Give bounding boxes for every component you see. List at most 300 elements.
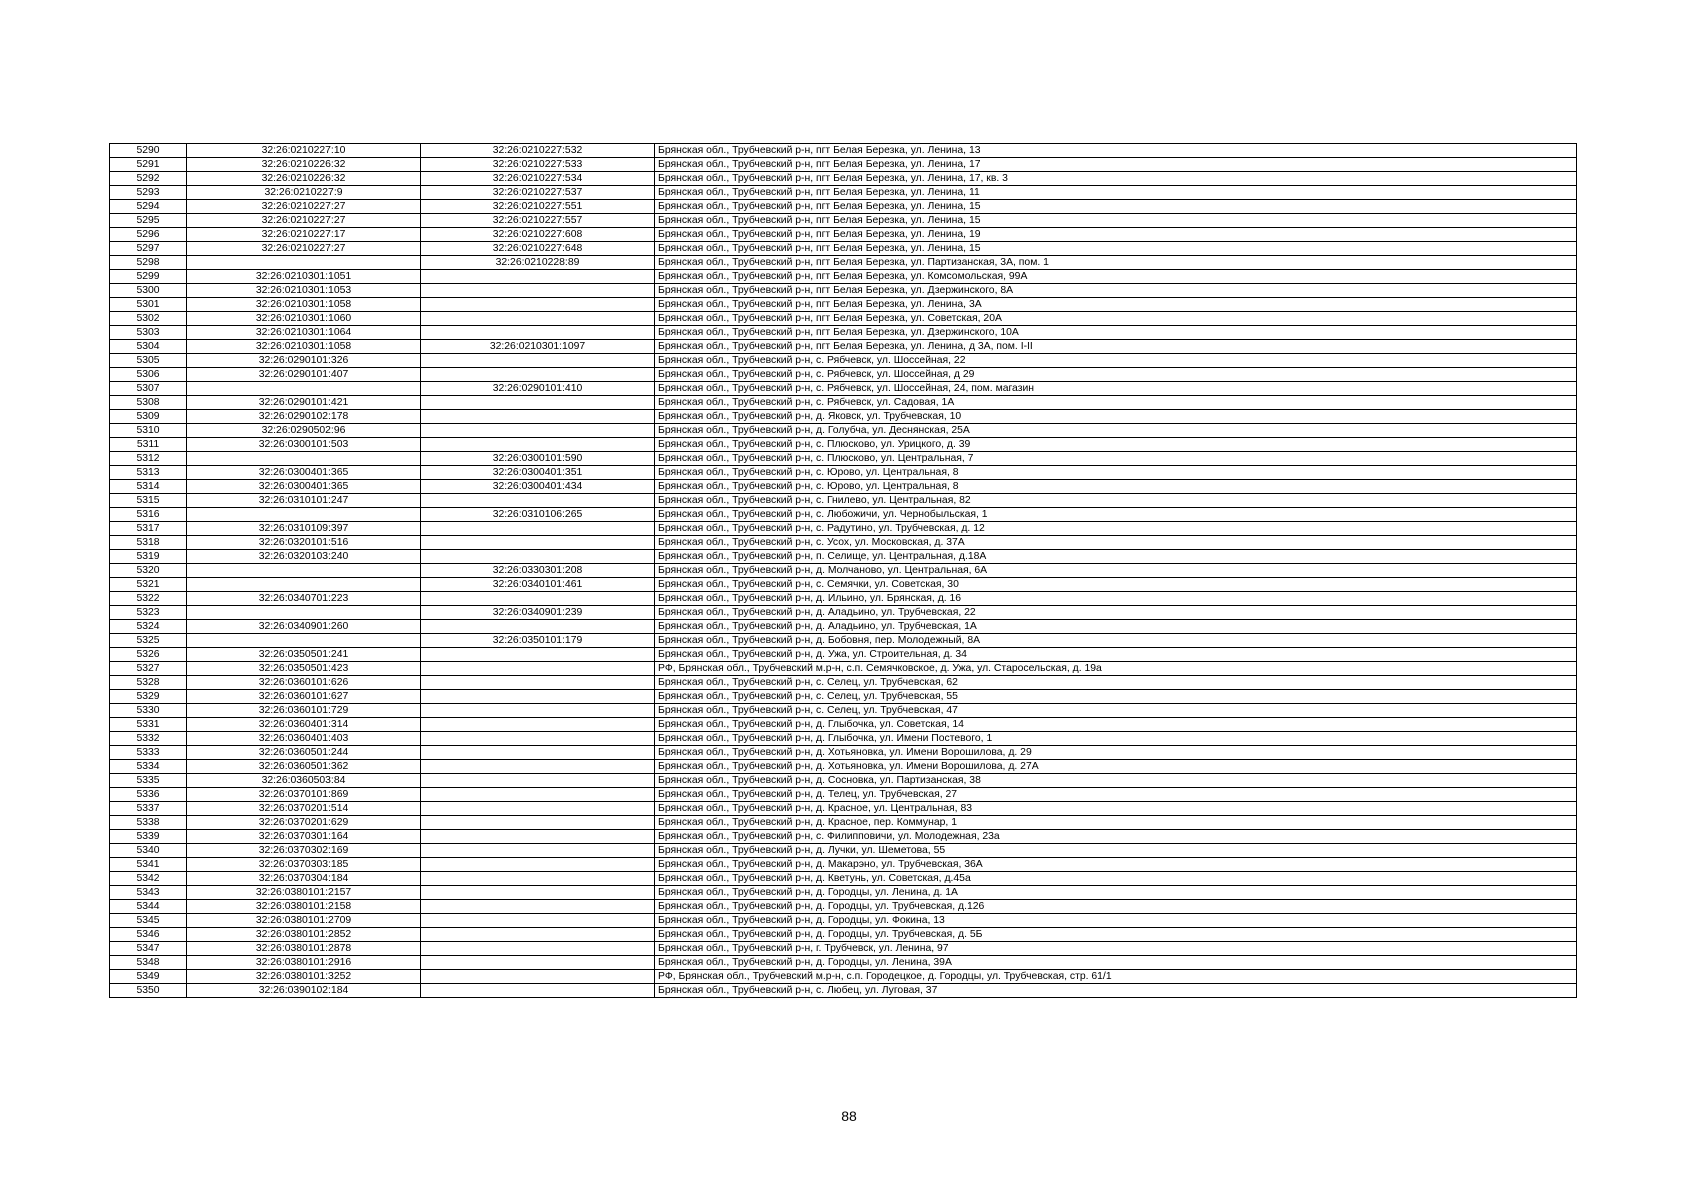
table-row	[110, 760, 1577, 774]
address-cell: Брянская обл., Трубчевский р-н, д. Телец, ул. Трубчевская, 27	[655, 788, 1577, 802]
table-row	[110, 732, 1577, 746]
land-cadastral-number-cell: 32:26:0370304:184	[187, 872, 421, 886]
address-cell: Брянская обл., Трубчевский р-н, д. Ильино, ул. Брянская, д. 16	[655, 592, 1577, 606]
table-row	[110, 494, 1577, 508]
land-cadastral-number-cell: 32:26:0390102:184	[187, 984, 421, 998]
row-number-cell: 5313	[110, 466, 187, 480]
building-cadastral-number-cell: 32:26:0350101:179	[421, 634, 655, 648]
table-row	[110, 522, 1577, 536]
building-cadastral-number-cell	[421, 816, 655, 830]
table-row	[110, 270, 1577, 284]
table-row	[110, 746, 1577, 760]
building-cadastral-number-cell: 32:26:0210227:557	[421, 214, 655, 228]
table-row	[110, 424, 1577, 438]
row-number-cell: 5295	[110, 214, 187, 228]
building-cadastral-number-cell: 32:26:0340901:239	[421, 606, 655, 620]
address-cell: Брянская обл., Трубчевский р-н, пгт Белая Березка, ул. Ленина, 17	[655, 158, 1577, 172]
address-cell: Брянская обл., Трубчевский р-н, с. Юрово, ул. Центральная, 8	[655, 466, 1577, 480]
address-cell: Брянская обл., Трубчевский р-н, с. Любожичи, ул. Чернобыльская, 1	[655, 508, 1577, 522]
row-number-cell: 5296	[110, 228, 187, 242]
address-cell: Брянская обл., Трубчевский р-н, д. Городцы, ул. Трубчевская, д.126	[655, 900, 1577, 914]
row-number-cell: 5294	[110, 200, 187, 214]
building-cadastral-number-cell	[421, 648, 655, 662]
row-number-cell: 5321	[110, 578, 187, 592]
registry-table	[109, 143, 1577, 998]
address-cell: Брянская обл., Трубчевский р-н, д. Хотьяновка, ул. Имени Ворошилова, д. 27А	[655, 760, 1577, 774]
land-cadastral-number-cell: 32:26:0380101:2916	[187, 956, 421, 970]
land-cadastral-number-cell: 32:26:0210301:1051	[187, 270, 421, 284]
row-number-cell: 5340	[110, 844, 187, 858]
row-number-cell: 5343	[110, 886, 187, 900]
land-cadastral-number-cell	[187, 256, 421, 270]
land-cadastral-number-cell: 32:26:0380101:3252	[187, 970, 421, 984]
row-number-cell: 5350	[110, 984, 187, 998]
land-cadastral-number-cell: 32:26:0360501:244	[187, 746, 421, 760]
building-cadastral-number-cell: 32:26:0340101:461	[421, 578, 655, 592]
table-row	[110, 592, 1577, 606]
address-cell: Брянская обл., Трубчевский р-н, д. Городцы, ул. Ленина, 39А	[655, 956, 1577, 970]
address-cell: Брянская обл., Трубчевский р-н, с. Юрово, ул. Центральная, 8	[655, 480, 1577, 494]
address-cell: Брянская обл., Трубчевский р-н, д. Глыбочка, ул. Советская, 14	[655, 718, 1577, 732]
row-number-cell: 5330	[110, 704, 187, 718]
address-cell: Брянская обл., Трубчевский р-н, г. Трубчевск, ул. Ленина, 97	[655, 942, 1577, 956]
address-cell: Брянская обл., Трубчевский р-н, с. Селец, ул. Трубчевская, 62	[655, 676, 1577, 690]
table-row	[110, 634, 1577, 648]
row-number-cell: 5325	[110, 634, 187, 648]
land-cadastral-number-cell: 32:26:0290101:421	[187, 396, 421, 410]
table-row	[110, 900, 1577, 914]
building-cadastral-number-cell	[421, 928, 655, 942]
building-cadastral-number-cell	[421, 788, 655, 802]
land-cadastral-number-cell: 32:26:0380101:2878	[187, 942, 421, 956]
address-cell: Брянская обл., Трубчевский р-н, с. Селец, ул. Трубчевская, 47	[655, 704, 1577, 718]
land-cadastral-number-cell: 32:26:0210227:17	[187, 228, 421, 242]
table-row	[110, 648, 1577, 662]
building-cadastral-number-cell	[421, 354, 655, 368]
table-row	[110, 774, 1577, 788]
building-cadastral-number-cell: 32:26:0210301:1097	[421, 340, 655, 354]
address-cell: Брянская обл., Трубчевский р-н, д. Городцы, ул. Ленина, д. 1А	[655, 886, 1577, 900]
row-number-cell: 5346	[110, 928, 187, 942]
address-cell: Брянская обл., Трубчевский р-н, пгт Белая Березка, ул. Ленина, 11	[655, 186, 1577, 200]
table-row	[110, 858, 1577, 872]
row-number-cell: 5347	[110, 942, 187, 956]
row-number-cell: 5297	[110, 242, 187, 256]
land-cadastral-number-cell: 32:26:0320103:240	[187, 550, 421, 564]
land-cadastral-number-cell: 32:26:0360503:84	[187, 774, 421, 788]
land-cadastral-number-cell: 32:26:0290101:326	[187, 354, 421, 368]
land-cadastral-number-cell: 32:26:0360401:314	[187, 718, 421, 732]
table-row	[110, 984, 1577, 998]
row-number-cell: 5290	[110, 144, 187, 158]
building-cadastral-number-cell	[421, 970, 655, 984]
land-cadastral-number-cell: 32:26:0210301:1058	[187, 340, 421, 354]
land-cadastral-number-cell: 32:26:0360101:626	[187, 676, 421, 690]
row-number-cell: 5349	[110, 970, 187, 984]
land-cadastral-number-cell: 32:26:0360401:403	[187, 732, 421, 746]
row-number-cell: 5302	[110, 312, 187, 326]
address-cell: Брянская обл., Трубчевский р-н, д. Красное, ул. Центральная, 83	[655, 802, 1577, 816]
address-cell: Брянская обл., Трубчевский р-н, д. Городцы, ул. Фокина, 13	[655, 914, 1577, 928]
building-cadastral-number-cell	[421, 662, 655, 676]
row-number-cell: 5292	[110, 172, 187, 186]
table-row	[110, 816, 1577, 830]
building-cadastral-number-cell	[421, 438, 655, 452]
address-cell: Брянская обл., Трубчевский р-н, д. Бобовня, пер. Молодежный, 8А	[655, 634, 1577, 648]
table-row	[110, 242, 1577, 256]
address-cell: Брянская обл., Трубчевский р-н, с. Селец, ул. Трубчевская, 55	[655, 690, 1577, 704]
building-cadastral-number-cell	[421, 830, 655, 844]
address-cell: Брянская обл., Трубчевский р-н, пгт Белая Березка, ул. Ленина, 3А	[655, 298, 1577, 312]
land-cadastral-number-cell: 32:26:0340901:260	[187, 620, 421, 634]
land-cadastral-number-cell: 32:26:0300401:365	[187, 480, 421, 494]
land-cadastral-number-cell: 32:26:0210301:1064	[187, 326, 421, 340]
building-cadastral-number-cell	[421, 718, 655, 732]
building-cadastral-number-cell: 32:26:0210227:537	[421, 186, 655, 200]
row-number-cell: 5317	[110, 522, 187, 536]
address-cell: Брянская обл., Трубчевский р-н, д. Кветунь, ул. Советская, д.45а	[655, 872, 1577, 886]
table-row	[110, 158, 1577, 172]
row-number-cell: 5342	[110, 872, 187, 886]
building-cadastral-number-cell	[421, 844, 655, 858]
land-cadastral-number-cell	[187, 606, 421, 620]
row-number-cell: 5341	[110, 858, 187, 872]
row-number-cell: 5314	[110, 480, 187, 494]
address-cell: Брянская обл., Трубчевский р-н, пгт Белая Березка, ул. Ленина, 15	[655, 242, 1577, 256]
land-cadastral-number-cell: 32:26:0290102:178	[187, 410, 421, 424]
address-cell: Брянская обл., Трубчевский р-н, с. Любец, ул. Луговая, 37	[655, 984, 1577, 998]
building-cadastral-number-cell	[421, 424, 655, 438]
building-cadastral-number-cell	[421, 732, 655, 746]
land-cadastral-number-cell: 32:26:0210227:27	[187, 242, 421, 256]
table-row	[110, 676, 1577, 690]
building-cadastral-number-cell: 32:26:0300101:590	[421, 452, 655, 466]
address-cell: Брянская обл., Трубчевский р-н, с. Плюсково, ул. Центральная, 7	[655, 452, 1577, 466]
building-cadastral-number-cell: 32:26:0210227:532	[421, 144, 655, 158]
row-number-cell: 5304	[110, 340, 187, 354]
building-cadastral-number-cell: 32:26:0300401:351	[421, 466, 655, 480]
row-number-cell: 5306	[110, 368, 187, 382]
table-row	[110, 326, 1577, 340]
table-row	[110, 186, 1577, 200]
land-cadastral-number-cell: 32:26:0360101:729	[187, 704, 421, 718]
building-cadastral-number-cell	[421, 620, 655, 634]
table-row	[110, 382, 1577, 396]
row-number-cell: 5337	[110, 802, 187, 816]
row-number-cell: 5344	[110, 900, 187, 914]
building-cadastral-number-cell	[421, 270, 655, 284]
address-cell: Брянская обл., Трубчевский р-н, д. Глыбочка, ул. Имени Постевого, 1	[655, 732, 1577, 746]
building-cadastral-number-cell	[421, 802, 655, 816]
address-cell: Брянская обл., Трубчевский р-н, д. Сосновка, ул. Партизанская, 38	[655, 774, 1577, 788]
row-number-cell: 5300	[110, 284, 187, 298]
address-cell: Брянская обл., Трубчевский р-н, п. Селище, ул. Центральная, д.18А	[655, 550, 1577, 564]
land-cadastral-number-cell: 32:26:0370301:164	[187, 830, 421, 844]
land-cadastral-number-cell: 32:26:0210226:32	[187, 172, 421, 186]
row-number-cell: 5332	[110, 732, 187, 746]
land-cadastral-number-cell	[187, 508, 421, 522]
land-cadastral-number-cell: 32:26:0320101:516	[187, 536, 421, 550]
row-number-cell: 5329	[110, 690, 187, 704]
building-cadastral-number-cell	[421, 284, 655, 298]
building-cadastral-number-cell	[421, 900, 655, 914]
row-number-cell: 5318	[110, 536, 187, 550]
row-number-cell: 5326	[110, 648, 187, 662]
table-row	[110, 578, 1577, 592]
address-cell: Брянская обл., Трубчевский р-н, с. Гнилево, ул. Центральная, 82	[655, 494, 1577, 508]
table-row	[110, 452, 1577, 466]
address-cell: Брянская обл., Трубчевский р-н, с. Плюсково, ул. Урицкого, д. 39	[655, 438, 1577, 452]
row-number-cell: 5333	[110, 746, 187, 760]
registry-table-body	[110, 144, 1577, 998]
building-cadastral-number-cell: 32:26:0310106:265	[421, 508, 655, 522]
land-cadastral-number-cell	[187, 564, 421, 578]
building-cadastral-number-cell	[421, 690, 655, 704]
address-cell: Брянская обл., Трубчевский р-н, д. Яковск, ул. Трубчевская, 10	[655, 410, 1577, 424]
table-row	[110, 690, 1577, 704]
building-cadastral-number-cell	[421, 984, 655, 998]
address-cell: Брянская обл., Трубчевский р-н, с. Рябчевск, ул. Шоссейная, 24, пом. магазин	[655, 382, 1577, 396]
address-cell: Брянская обл., Трубчевский р-н, д. Лучки, ул. Шеметова, 55	[655, 844, 1577, 858]
land-cadastral-number-cell: 32:26:0210227:27	[187, 214, 421, 228]
address-cell: Брянская обл., Трубчевский р-н, д. Красное, пер. Коммунар, 1	[655, 816, 1577, 830]
land-cadastral-number-cell: 32:26:0350501:241	[187, 648, 421, 662]
row-number-cell: 5324	[110, 620, 187, 634]
land-cadastral-number-cell: 32:26:0370303:185	[187, 858, 421, 872]
land-cadastral-number-cell: 32:26:0370201:514	[187, 802, 421, 816]
land-cadastral-number-cell: 32:26:0370302:169	[187, 844, 421, 858]
table-row	[110, 662, 1577, 676]
land-cadastral-number-cell	[187, 578, 421, 592]
address-cell: Брянская обл., Трубчевский р-н, д. Аладьино, ул. Трубчевская, 22	[655, 606, 1577, 620]
land-cadastral-number-cell: 32:26:0370101:869	[187, 788, 421, 802]
building-cadastral-number-cell	[421, 368, 655, 382]
row-number-cell: 5312	[110, 452, 187, 466]
table-row	[110, 718, 1577, 732]
row-number-cell: 5298	[110, 256, 187, 270]
table-row	[110, 956, 1577, 970]
table-row	[110, 368, 1577, 382]
land-cadastral-number-cell: 32:26:0290101:407	[187, 368, 421, 382]
land-cadastral-number-cell: 32:26:0360501:362	[187, 760, 421, 774]
row-number-cell: 5338	[110, 816, 187, 830]
building-cadastral-number-cell: 32:26:0210228:89	[421, 256, 655, 270]
row-number-cell: 5339	[110, 830, 187, 844]
row-number-cell: 5336	[110, 788, 187, 802]
land-cadastral-number-cell: 32:26:0380101:2158	[187, 900, 421, 914]
row-number-cell: 5316	[110, 508, 187, 522]
address-cell: Брянская обл., Трубчевский р-н, д. Молчаново, ул. Центральная, 6А	[655, 564, 1577, 578]
building-cadastral-number-cell: 32:26:0330301:208	[421, 564, 655, 578]
building-cadastral-number-cell: 32:26:0300401:434	[421, 480, 655, 494]
land-cadastral-number-cell: 32:26:0210227:10	[187, 144, 421, 158]
row-number-cell: 5335	[110, 774, 187, 788]
building-cadastral-number-cell: 32:26:0290101:410	[421, 382, 655, 396]
land-cadastral-number-cell	[187, 382, 421, 396]
row-number-cell: 5322	[110, 592, 187, 606]
table-row	[110, 788, 1577, 802]
row-number-cell: 5311	[110, 438, 187, 452]
row-number-cell: 5307	[110, 382, 187, 396]
address-cell: Брянская обл., Трубчевский р-н, пгт Белая Березка, ул. Партизанская, 3А, пом. 1	[655, 256, 1577, 270]
land-cadastral-number-cell	[187, 452, 421, 466]
land-cadastral-number-cell: 32:26:0210301:1058	[187, 298, 421, 312]
land-cadastral-number-cell: 32:26:0210227:9	[187, 186, 421, 200]
building-cadastral-number-cell	[421, 872, 655, 886]
land-cadastral-number-cell: 32:26:0290502:96	[187, 424, 421, 438]
land-cadastral-number-cell: 32:26:0350501:423	[187, 662, 421, 676]
row-number-cell: 5323	[110, 606, 187, 620]
row-number-cell: 5303	[110, 326, 187, 340]
building-cadastral-number-cell	[421, 676, 655, 690]
land-cadastral-number-cell: 32:26:0300401:365	[187, 466, 421, 480]
table-row	[110, 830, 1577, 844]
row-number-cell: 5299	[110, 270, 187, 284]
land-cadastral-number-cell: 32:26:0210301:1060	[187, 312, 421, 326]
address-cell: Брянская обл., Трубчевский р-н, д. Голубча, ул. Деснянская, 25А	[655, 424, 1577, 438]
land-cadastral-number-cell: 32:26:0300101:503	[187, 438, 421, 452]
row-number-cell: 5319	[110, 550, 187, 564]
building-cadastral-number-cell: 32:26:0210227:551	[421, 200, 655, 214]
building-cadastral-number-cell: 32:26:0210227:608	[421, 228, 655, 242]
table-row	[110, 214, 1577, 228]
row-number-cell: 5334	[110, 760, 187, 774]
table-row	[110, 802, 1577, 816]
row-number-cell: 5315	[110, 494, 187, 508]
address-cell: Брянская обл., Трубчевский р-н, пгт Белая Березка, ул. Ленина, 15	[655, 200, 1577, 214]
row-number-cell: 5328	[110, 676, 187, 690]
address-cell: Брянская обл., Трубчевский р-н, с. Филипповичи, ул. Молодежная, 23а	[655, 830, 1577, 844]
address-cell: Брянская обл., Трубчевский р-н, пгт Белая Березка, ул. Дзержинского, 8А	[655, 284, 1577, 298]
address-cell: Брянская обл., Трубчевский р-н, пгт Белая Березка, ул. Ленина, 17, кв. 3	[655, 172, 1577, 186]
address-cell: Брянская обл., Трубчевский р-н, пгт Белая Березка, ул. Ленина, 15	[655, 214, 1577, 228]
building-cadastral-number-cell	[421, 760, 655, 774]
row-number-cell: 5305	[110, 354, 187, 368]
table-row	[110, 886, 1577, 900]
land-cadastral-number-cell: 32:26:0210227:27	[187, 200, 421, 214]
row-number-cell: 5327	[110, 662, 187, 676]
building-cadastral-number-cell	[421, 704, 655, 718]
table-row	[110, 508, 1577, 522]
building-cadastral-number-cell	[421, 886, 655, 900]
land-cadastral-number-cell: 32:26:0310109:397	[187, 522, 421, 536]
address-cell: РФ, Брянская обл., Трубчевский м.р-н, с.п. Семячковское, д. Ужа, ул. Старосельская, д. 19а	[655, 662, 1577, 676]
building-cadastral-number-cell	[421, 956, 655, 970]
building-cadastral-number-cell	[421, 312, 655, 326]
building-cadastral-number-cell	[421, 774, 655, 788]
building-cadastral-number-cell	[421, 326, 655, 340]
land-cadastral-number-cell: 32:26:0310101:247	[187, 494, 421, 508]
row-number-cell: 5345	[110, 914, 187, 928]
building-cadastral-number-cell: 32:26:0210227:648	[421, 242, 655, 256]
building-cadastral-number-cell	[421, 298, 655, 312]
address-cell: Брянская обл., Трубчевский р-н, д. Макарэно, ул. Трубчевская, 36А	[655, 858, 1577, 872]
address-cell: Брянская обл., Трубчевский р-н, пгт Белая Березка, ул. Дзержинского, 10А	[655, 326, 1577, 340]
table-row	[110, 466, 1577, 480]
address-cell: Брянская обл., Трубчевский р-н, с. Рябчевск, ул. Шоссейная, 22	[655, 354, 1577, 368]
row-number-cell: 5310	[110, 424, 187, 438]
table-row	[110, 704, 1577, 718]
table-row	[110, 536, 1577, 550]
table-row	[110, 144, 1577, 158]
table-row	[110, 256, 1577, 270]
table-row	[110, 172, 1577, 186]
table-row	[110, 284, 1577, 298]
address-cell: Брянская обл., Трубчевский р-н, с. Рябчевск, ул. Садовая, 1А	[655, 396, 1577, 410]
table-row	[110, 340, 1577, 354]
building-cadastral-number-cell	[421, 858, 655, 872]
row-number-cell: 5291	[110, 158, 187, 172]
land-cadastral-number-cell: 32:26:0370201:629	[187, 816, 421, 830]
table-row	[110, 606, 1577, 620]
row-number-cell: 5320	[110, 564, 187, 578]
table-row	[110, 844, 1577, 858]
table-row	[110, 550, 1577, 564]
table-row	[110, 200, 1577, 214]
row-number-cell: 5308	[110, 396, 187, 410]
table-row	[110, 480, 1577, 494]
table-row	[110, 396, 1577, 410]
building-cadastral-number-cell	[421, 550, 655, 564]
land-cadastral-number-cell: 32:26:0380101:2852	[187, 928, 421, 942]
land-cadastral-number-cell: 32:26:0340701:223	[187, 592, 421, 606]
land-cadastral-number-cell: 32:26:0380101:2709	[187, 914, 421, 928]
land-cadastral-number-cell: 32:26:0380101:2157	[187, 886, 421, 900]
table-row	[110, 942, 1577, 956]
address-cell: Брянская обл., Трубчевский р-н, пгт Белая Березка, ул. Ленина, д 3А, пом. I-II	[655, 340, 1577, 354]
table-row	[110, 312, 1577, 326]
land-cadastral-number-cell: 32:26:0360101:627	[187, 690, 421, 704]
table-row	[110, 354, 1577, 368]
table-row	[110, 438, 1577, 452]
address-cell: Брянская обл., Трубчевский р-н, с. Семячки, ул. Советская, 30	[655, 578, 1577, 592]
table-row	[110, 564, 1577, 578]
table-row	[110, 914, 1577, 928]
table-row	[110, 298, 1577, 312]
building-cadastral-number-cell: 32:26:0210227:534	[421, 172, 655, 186]
address-cell: Брянская обл., Трубчевский р-н, с. Усох, ул. Московская, д. 37А	[655, 536, 1577, 550]
building-cadastral-number-cell	[421, 410, 655, 424]
address-cell: Брянская обл., Трубчевский р-н, д. Хотьяновка, ул. Имени Ворошилова, д. 29	[655, 746, 1577, 760]
table-row	[110, 410, 1577, 424]
building-cadastral-number-cell	[421, 396, 655, 410]
address-cell: Брянская обл., Трубчевский р-н, с. Рябчевск, ул. Шоссейная, д 29	[655, 368, 1577, 382]
building-cadastral-number-cell	[421, 592, 655, 606]
building-cadastral-number-cell	[421, 942, 655, 956]
land-cadastral-number-cell: 32:26:0210301:1053	[187, 284, 421, 298]
address-cell: Брянская обл., Трубчевский р-н, с. Радутино, ул. Трубчевская, д. 12	[655, 522, 1577, 536]
address-cell: Брянская обл., Трубчевский р-н, д. Аладьино, ул. Трубчевская, 1А	[655, 620, 1577, 634]
building-cadastral-number-cell	[421, 746, 655, 760]
row-number-cell: 5293	[110, 186, 187, 200]
row-number-cell: 5301	[110, 298, 187, 312]
building-cadastral-number-cell: 32:26:0210227:533	[421, 158, 655, 172]
address-cell: Брянская обл., Трубчевский р-н, пгт Белая Березка, ул. Ленина, 13	[655, 144, 1577, 158]
row-number-cell: 5309	[110, 410, 187, 424]
land-cadastral-number-cell: 32:26:0210226:32	[187, 158, 421, 172]
table-row	[110, 928, 1577, 942]
page-number: 88	[841, 1108, 857, 1124]
table-row	[110, 620, 1577, 634]
row-number-cell: 5348	[110, 956, 187, 970]
address-cell: РФ, Брянская обл., Трубчевский м.р-н, с.п. Городецкое, д. Городцы, ул. Трубчевская, стр. 61/1	[655, 970, 1577, 984]
address-cell: Брянская обл., Трубчевский р-н, д. Ужа, ул. Строительная, д. 34	[655, 648, 1577, 662]
table-row	[110, 872, 1577, 886]
table-row	[110, 228, 1577, 242]
address-cell: Брянская обл., Трубчевский р-н, пгт Белая Березка, ул. Ленина, 19	[655, 228, 1577, 242]
table-row	[110, 970, 1577, 984]
building-cadastral-number-cell	[421, 494, 655, 508]
